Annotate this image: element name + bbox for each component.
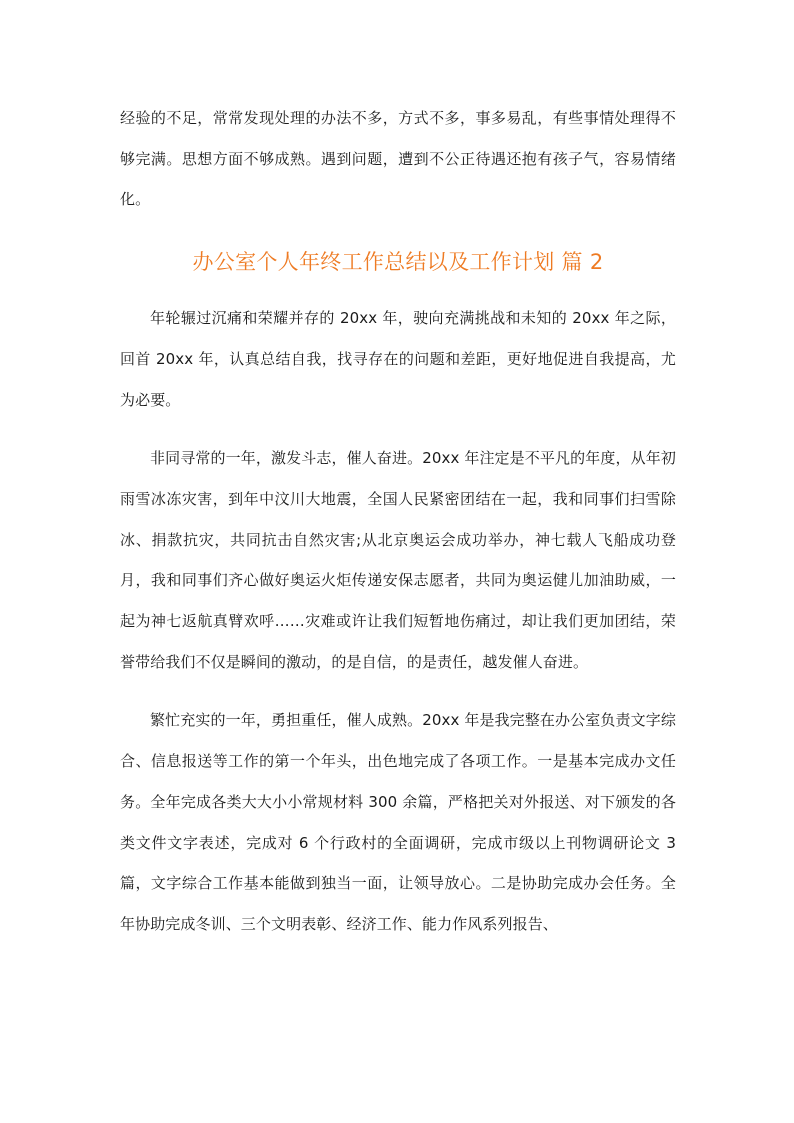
- body-paragraph-intro: 经验的不足，常常发现处理的办法不多，方式不多，事多易乱，有些事情处理得不够完满。思想方面不够成熟。遇到问题，遭到不公正待遇还抱有孩子气，容易情绪化。: [120, 109, 676, 209]
- document-page: [120, 98, 676, 945]
- body-paragraph-2: 非同寻常的一年，激发斗志，催人奋进。20xx 年注定是不平凡的年度，从年初雨雪冰冻灾害，到年中汶川大地震，全国人民紧密团结在一起，我和同事们扫雪除冰、捐款抗灾，共同抗击自然灾害;从北京奥运会成功举办，神七载人飞船成功登月，我和同事们齐心做好奥运火炬传递安保志愿者，共同为奥运健儿加油助威，一起为神七返航真臂欢呼……灾难或许让我们短暂地伤痛过，却让我们更加团结，荣誉带给我们不仅是瞬间的激动，的是自信，的是责任，越发催人奋进。: [120, 449, 676, 671]
- body-paragraph-3: 繁忙充实的一年，勇担重任，催人成熟。20xx 年是我完整在办公室负责文字综合、信息报送等工作的第一个年头，出色地完成了各项工作。一是基本完成办文任务。全年完成各类大大小小常规材料 300 余篇，严格把关对外报送、对下颁发的各类文件文字表述，完成对 6 个行政村的全面调研，完成市级以上刊物调研论文 3 篇，文字综合工作基本能做到独当一面，让领导放心。二是协助完成办会任务。全年协助完成冬训、三个文明表彰、经济工作、能力作风系列报告、: [120, 711, 676, 933]
- body-paragraph-1: 年轮辗过沉痛和荣耀并存的 20xx 年，驶向充满挑战和未知的 20xx 年之际，回首 20xx 年，认真总结自我，找寻存在的问题和差距，更好地促进自我提高，尤为必要。: [120, 309, 676, 409]
- section-title: 办公室个人年终工作总结以及工作计划 篇 2: [192, 250, 604, 275]
